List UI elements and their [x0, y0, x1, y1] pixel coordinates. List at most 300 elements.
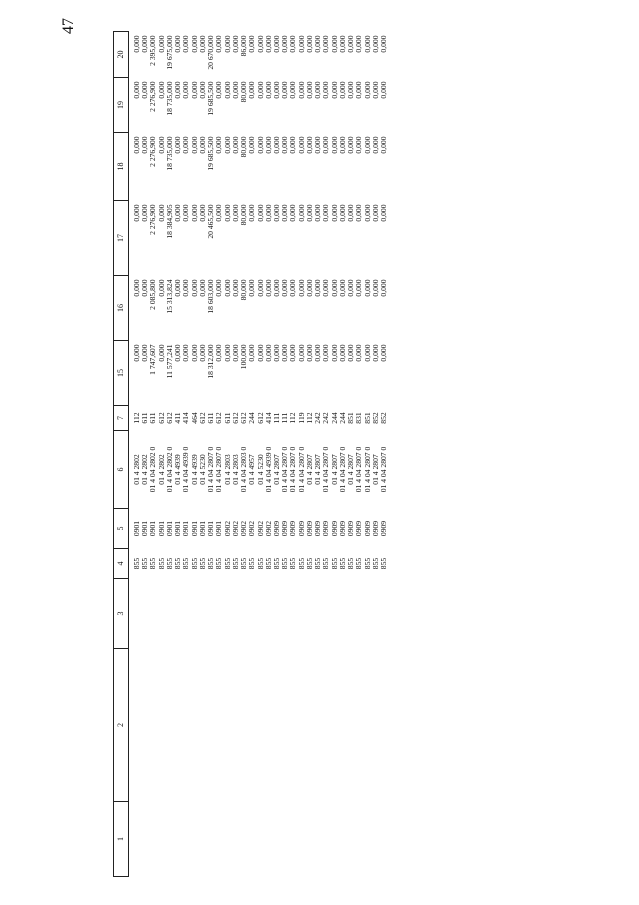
- table-cell: 0,000: [321, 204, 331, 222]
- table-cell: 855: [288, 557, 298, 570]
- table-cell: 0,000: [370, 81, 380, 99]
- table-cell: 20 670,000: [206, 35, 216, 70]
- table-cell: [265, 649, 273, 802]
- table-cell: [166, 802, 174, 877]
- table-cell: [182, 579, 190, 649]
- table-cell: 0,000: [230, 136, 240, 154]
- table-cell: 612: [214, 412, 224, 424]
- table-cell: [207, 802, 215, 877]
- table-cell: 0909: [346, 520, 356, 537]
- table-cell: 0909: [370, 520, 380, 537]
- table-cell: 0,000: [189, 35, 199, 53]
- table-cell: 0,000: [304, 81, 314, 99]
- table-cell: 0,000: [255, 279, 265, 297]
- table-cell: 0,000: [189, 136, 199, 154]
- table-cell: 0,000: [337, 204, 347, 222]
- table-cell: [322, 579, 330, 649]
- table-cell: [314, 802, 322, 877]
- table-cell: [347, 579, 355, 649]
- table-cell: [331, 579, 339, 649]
- table-cell: 0,000: [173, 344, 183, 362]
- table-cell: [248, 579, 256, 649]
- table-cell: 01 4 04 2807 0: [214, 446, 224, 493]
- table-cell: [273, 579, 281, 649]
- table-cell: 0,000: [346, 279, 356, 297]
- table-cell: 414: [263, 412, 273, 424]
- table-cell: 612: [156, 412, 166, 424]
- table-cell: 0909: [321, 520, 331, 537]
- table-cell: 11 577,241: [164, 344, 174, 379]
- column-header: 7: [114, 406, 129, 431]
- table-cell: 01 4 04 4939 0: [181, 446, 191, 493]
- table-cell: 0,000: [214, 344, 224, 362]
- table-cell: 0,000: [288, 344, 298, 362]
- table-cell: 0,000: [140, 136, 150, 154]
- table-cell: [265, 579, 273, 649]
- table-cell: 01 4 2807: [329, 454, 339, 485]
- table-cell: 0902: [255, 520, 265, 537]
- table-cell: 855: [263, 557, 273, 570]
- table-cell: [224, 802, 232, 877]
- table-cell: [199, 649, 207, 802]
- table-cell: 414: [181, 412, 191, 424]
- table-cell: 0,000: [362, 204, 372, 222]
- column-header: 18: [114, 133, 129, 201]
- table-cell: 0902: [239, 520, 249, 537]
- table-cell: 119: [296, 412, 306, 424]
- table-cell: 0,000: [255, 81, 265, 99]
- table-cell: 01 4 2807: [304, 454, 314, 485]
- table-cell: 0901: [206, 520, 216, 537]
- table-cell: [257, 649, 265, 802]
- table-cell: 612: [197, 412, 207, 424]
- table-cell: 80,000: [239, 279, 249, 301]
- table-cell: 0,000: [280, 344, 290, 362]
- table-cell: [314, 649, 322, 802]
- table-cell: 0,000: [296, 344, 306, 362]
- table-cell: 0,000: [313, 344, 323, 362]
- table-cell: 20 465,500: [206, 204, 216, 239]
- table-cell: 0,000: [337, 136, 347, 154]
- table-cell: 01 4 2802: [140, 454, 150, 485]
- table-cell: [380, 649, 388, 802]
- table-cell: 0,000: [230, 35, 240, 53]
- table-cell: 855: [247, 557, 257, 570]
- table-cell: 2 276,900: [148, 81, 158, 112]
- table-cell: [158, 579, 166, 649]
- table-cell: 855: [156, 557, 166, 570]
- table-cell: [207, 579, 215, 649]
- table-cell: 0,000: [362, 344, 372, 362]
- table-cell: 0,000: [263, 344, 273, 362]
- table-cell: 01 4 5230: [197, 454, 207, 485]
- table-cell: 80,000: [239, 204, 249, 226]
- table-cell: 0909: [288, 520, 298, 537]
- table-cell: [289, 802, 297, 877]
- table-cell: 0,000: [189, 279, 199, 297]
- table-cell: 0,000: [173, 279, 183, 297]
- table-cell: [174, 802, 182, 877]
- table-cell: 0,000: [132, 35, 141, 53]
- table-cell: [273, 649, 281, 802]
- table-cell: 0,000: [214, 279, 224, 297]
- table-cell: 0,000: [255, 136, 265, 154]
- table-cell: [215, 579, 223, 649]
- table-cell: [355, 649, 363, 802]
- table-cell: 0,000: [370, 279, 380, 297]
- table-cell: 01 4 04 2807 0: [337, 446, 347, 493]
- table-cell: [149, 649, 157, 802]
- table-cell: [364, 579, 372, 649]
- table-cell: 80,000: [239, 136, 249, 158]
- table-cell: 19 675,000: [164, 35, 174, 70]
- table-cell: 855: [321, 557, 331, 570]
- header-row: [114, 32, 129, 877]
- table-cell: 0,000: [263, 81, 273, 99]
- table-cell: 0,000: [271, 35, 281, 53]
- table-cell: 855: [239, 557, 249, 570]
- table-cell: 0,000: [140, 35, 150, 53]
- table-cell: [232, 649, 240, 802]
- table-cell: 611: [148, 412, 158, 424]
- table-cell: 0,000: [280, 204, 290, 222]
- table-cell: 0,000: [271, 136, 281, 154]
- table-cell: [191, 579, 199, 649]
- table-cell: [298, 802, 306, 877]
- table-cell: 0,000: [140, 279, 150, 297]
- table-cell: [158, 802, 166, 877]
- table-cell: 0,000: [288, 204, 298, 222]
- table-cell: 1 747,607: [148, 344, 158, 375]
- table-cell: 01 4 4939: [173, 454, 183, 485]
- table-cell: [314, 579, 322, 649]
- table-cell: [215, 802, 223, 877]
- table-cell: [149, 579, 157, 649]
- table-cell: 01 4 04 2802 0: [148, 446, 158, 493]
- table-cell: 112: [304, 412, 314, 424]
- table-cell: 0,000: [263, 204, 273, 222]
- table-cell: 0909: [313, 520, 323, 537]
- table-cell: 0,000: [132, 136, 141, 154]
- table-cell: 0,000: [321, 344, 331, 362]
- table-cell: 611: [206, 412, 216, 424]
- table-cell: 01 4 2807: [271, 454, 281, 485]
- table-cell: 0,000: [181, 81, 191, 99]
- table-cell: [289, 579, 297, 649]
- table-cell: [281, 802, 289, 877]
- table-cell: 0902: [263, 520, 273, 537]
- table-cell: 0,000: [337, 35, 347, 53]
- table-row: [380, 32, 388, 877]
- table-cell: 01 4 04 2807 0: [296, 446, 306, 493]
- table-cell: [215, 649, 223, 802]
- column-header: 6: [114, 431, 129, 509]
- table-cell: [149, 802, 157, 877]
- table-cell: 01 4 2802: [132, 454, 141, 485]
- table-cell: 852: [379, 412, 389, 424]
- table-cell: 0,000: [222, 35, 232, 53]
- table-cell: 0909: [362, 520, 372, 537]
- table-cell: 0,000: [197, 279, 207, 297]
- table-cell: 612: [164, 412, 174, 424]
- table-cell: 0,000: [379, 136, 389, 154]
- table-cell: 0,000: [329, 204, 339, 222]
- table-cell: 0,000: [362, 279, 372, 297]
- table-cell: 0,000: [132, 81, 141, 99]
- table-cell: 855: [230, 557, 240, 570]
- table-cell: 0,000: [354, 204, 364, 222]
- table-cell: [306, 802, 314, 877]
- table-cell: 0,000: [230, 344, 240, 362]
- table-cell: 0,000: [362, 81, 372, 99]
- budget-table: [113, 31, 388, 877]
- table-cell: 19 685,500: [206, 136, 216, 171]
- table-cell: 01 4 4957: [247, 454, 257, 485]
- table-cell: 0,000: [313, 279, 323, 297]
- table-cell: 0,000: [362, 136, 372, 154]
- table-cell: 0,000: [156, 344, 166, 362]
- table-cell: [166, 579, 174, 649]
- table-cell: 18 603,000: [206, 279, 216, 314]
- table-cell: 2 276,900: [148, 204, 158, 235]
- table-cell: 01 4 04 2807 0: [354, 446, 364, 493]
- table-cell: [322, 802, 330, 877]
- table-cell: [281, 579, 289, 649]
- table-cell: 18 312,000: [206, 344, 216, 379]
- table-cell: 01 4 2803: [230, 454, 240, 485]
- table-cell: 0,000: [156, 279, 166, 297]
- table-cell: 0,000: [189, 344, 199, 362]
- table-cell: [129, 649, 142, 802]
- table-cell: 0,000: [321, 279, 331, 297]
- table-cell: 01 4 2807: [370, 454, 380, 485]
- table-cell: 0,000: [197, 204, 207, 222]
- table-cell: 0,000: [132, 279, 141, 297]
- table-cell: 0,000: [288, 81, 298, 99]
- table-cell: 0,000: [214, 204, 224, 222]
- table-cell: 855: [379, 557, 389, 570]
- table-cell: 100,000: [239, 344, 249, 370]
- table-cell: 0,000: [321, 35, 331, 53]
- table-cell: 0,000: [247, 204, 257, 222]
- table-cell: 0,000: [329, 279, 339, 297]
- table-cell: 0909: [304, 520, 314, 537]
- table-cell: [191, 802, 199, 877]
- table-cell: 0,000: [354, 344, 364, 362]
- table-cell: 0,000: [346, 204, 356, 222]
- table-cell: [240, 649, 248, 802]
- table-cell: 0909: [379, 520, 389, 537]
- table-cell: 855: [329, 557, 339, 570]
- table-cell: 112: [132, 412, 141, 424]
- table-cell: 0909: [271, 520, 281, 537]
- table-cell: 0,000: [173, 81, 183, 99]
- table-cell: 0902: [230, 520, 240, 537]
- table-cell: 01 4 2807: [346, 454, 356, 485]
- table-cell: 855: [140, 557, 150, 570]
- table-cell: 01 4 04 2807 0: [288, 446, 298, 493]
- table-cell: 0,000: [132, 344, 141, 362]
- table-cell: [322, 649, 330, 802]
- table-cell: 855: [173, 557, 183, 570]
- table-cell: [347, 802, 355, 877]
- table-cell: 0901: [140, 520, 150, 537]
- table-cell: 01 4 04 2803 0: [239, 446, 249, 493]
- column-header: 4: [114, 549, 129, 579]
- table-cell: [306, 649, 314, 802]
- table-cell: 0,000: [222, 81, 232, 99]
- table-cell: 0,000: [329, 344, 339, 362]
- table-cell: 0901: [148, 520, 158, 537]
- table-cell: 0,000: [354, 35, 364, 53]
- table-cell: 855: [362, 557, 372, 570]
- table-cell: 0,000: [247, 136, 257, 154]
- table-cell: 0,000: [181, 279, 191, 297]
- table-cell: [265, 802, 273, 877]
- table-cell: 0,000: [156, 81, 166, 99]
- table-cell: [339, 579, 347, 649]
- table-cell: [372, 802, 380, 877]
- table-cell: 0,000: [304, 204, 314, 222]
- table-cell: 0,000: [255, 35, 265, 53]
- table-cell: 0,000: [346, 35, 356, 53]
- column-header: 2: [114, 649, 129, 802]
- table-cell: 244: [247, 412, 257, 424]
- table-cell: 0,000: [288, 136, 298, 154]
- table-cell: 855: [222, 557, 232, 570]
- table-cell: 0901: [189, 520, 199, 537]
- table-cell: 0901: [197, 520, 207, 537]
- table-cell: 855: [271, 557, 281, 570]
- table-cell: 0,000: [296, 279, 306, 297]
- table-cell: 855: [164, 557, 174, 570]
- table-cell: [380, 802, 388, 877]
- table-cell: 0,000: [173, 204, 183, 222]
- table-cell: 244: [337, 412, 347, 424]
- table-cell: 855: [337, 557, 347, 570]
- table-cell: 612: [255, 412, 265, 424]
- table-cell: [141, 579, 149, 649]
- table-cell: 0909: [280, 520, 290, 537]
- table-cell: 0,000: [271, 344, 281, 362]
- table-cell: 0,000: [197, 136, 207, 154]
- table-cell: 855: [197, 557, 207, 570]
- table-cell: 855: [370, 557, 380, 570]
- table-cell: 0901: [214, 520, 224, 537]
- table-cell: 0,000: [370, 344, 380, 362]
- table-cell: 855: [255, 557, 265, 570]
- table-cell: [182, 649, 190, 802]
- table-cell: 855: [206, 557, 216, 570]
- table-cell: 01 4 5230: [255, 454, 265, 485]
- table-cell: 0,000: [379, 204, 389, 222]
- table-cell: [224, 649, 232, 802]
- table-cell: 01 4 2802: [156, 454, 166, 485]
- table-cell: 0,000: [379, 279, 389, 297]
- table-cell: 244: [329, 412, 339, 424]
- table-cell: 0,000: [222, 204, 232, 222]
- table-cell: [273, 802, 281, 877]
- table-cell: [364, 802, 372, 877]
- table-cell: 0,000: [313, 204, 323, 222]
- table-cell: [331, 649, 339, 802]
- table-cell: 0,000: [280, 279, 290, 297]
- table-cell: 0,000: [321, 136, 331, 154]
- table-cell: 0,000: [181, 136, 191, 154]
- table-cell: 855: [280, 557, 290, 570]
- table-cell: 0901: [181, 520, 191, 537]
- column-header: 1: [114, 802, 129, 877]
- table-cell: 0,000: [337, 81, 347, 99]
- table-cell: 0,000: [189, 81, 199, 99]
- table-cell: 0,000: [354, 136, 364, 154]
- table-cell: 0,000: [304, 136, 314, 154]
- table-cell: 0,000: [346, 81, 356, 99]
- table-cell: [182, 802, 190, 877]
- table-cell: 855: [296, 557, 306, 570]
- table-cell: 18 735,000: [164, 81, 174, 116]
- table-cell: 0901: [173, 520, 183, 537]
- table-cell: 80,000: [239, 81, 249, 103]
- table-cell: 242: [313, 412, 323, 424]
- table-cell: 0,000: [296, 204, 306, 222]
- table-cell: 242: [321, 412, 331, 424]
- table-cell: 612: [239, 412, 249, 424]
- column-header: 19: [114, 78, 129, 133]
- table-cell: 0901: [132, 520, 141, 537]
- table-cell: 0909: [354, 520, 364, 537]
- table-cell: 855: [132, 557, 141, 570]
- table-cell: 0,000: [140, 204, 150, 222]
- table-cell: 855: [313, 557, 323, 570]
- table-cell: 0,000: [346, 136, 356, 154]
- table-cell: 112: [288, 412, 298, 424]
- table-cell: 01 4 04 2807 0: [321, 446, 331, 493]
- table-cell: [298, 579, 306, 649]
- table-cell: 611: [222, 412, 232, 424]
- table-cell: [199, 579, 207, 649]
- table-cell: 0,000: [288, 35, 298, 53]
- table-cell: [224, 579, 232, 649]
- table-cell: [355, 579, 363, 649]
- table-cell: 0,000: [313, 35, 323, 53]
- table-cell: 855: [304, 557, 314, 570]
- table-cell: 0,000: [222, 136, 232, 154]
- table-cell: [141, 649, 149, 802]
- column-header: 15: [114, 341, 129, 406]
- table-cell: 0,000: [255, 204, 265, 222]
- table-cell: 0901: [156, 520, 166, 537]
- table-cell: 01 4 04 2807 0: [280, 446, 290, 493]
- table-cell: 0,000: [354, 81, 364, 99]
- table-cell: 0,000: [197, 81, 207, 99]
- table-cell: 15 313,824: [164, 279, 174, 314]
- table-cell: [129, 802, 142, 877]
- table-cell: 0,000: [379, 81, 389, 99]
- column-header: 17: [114, 201, 129, 276]
- table-cell: 0,000: [156, 136, 166, 154]
- table-cell: 0,000: [271, 81, 281, 99]
- table-cell: 0,000: [197, 344, 207, 362]
- table-cell: 0,000: [337, 279, 347, 297]
- table-cell: 0,000: [337, 344, 347, 362]
- table-cell: [347, 649, 355, 802]
- table-cell: [248, 649, 256, 802]
- table-cell: 18 384,905: [164, 204, 174, 239]
- table-cell: 0,000: [140, 344, 150, 362]
- table-cell: 0,000: [379, 35, 389, 53]
- table-cell: 0,000: [222, 279, 232, 297]
